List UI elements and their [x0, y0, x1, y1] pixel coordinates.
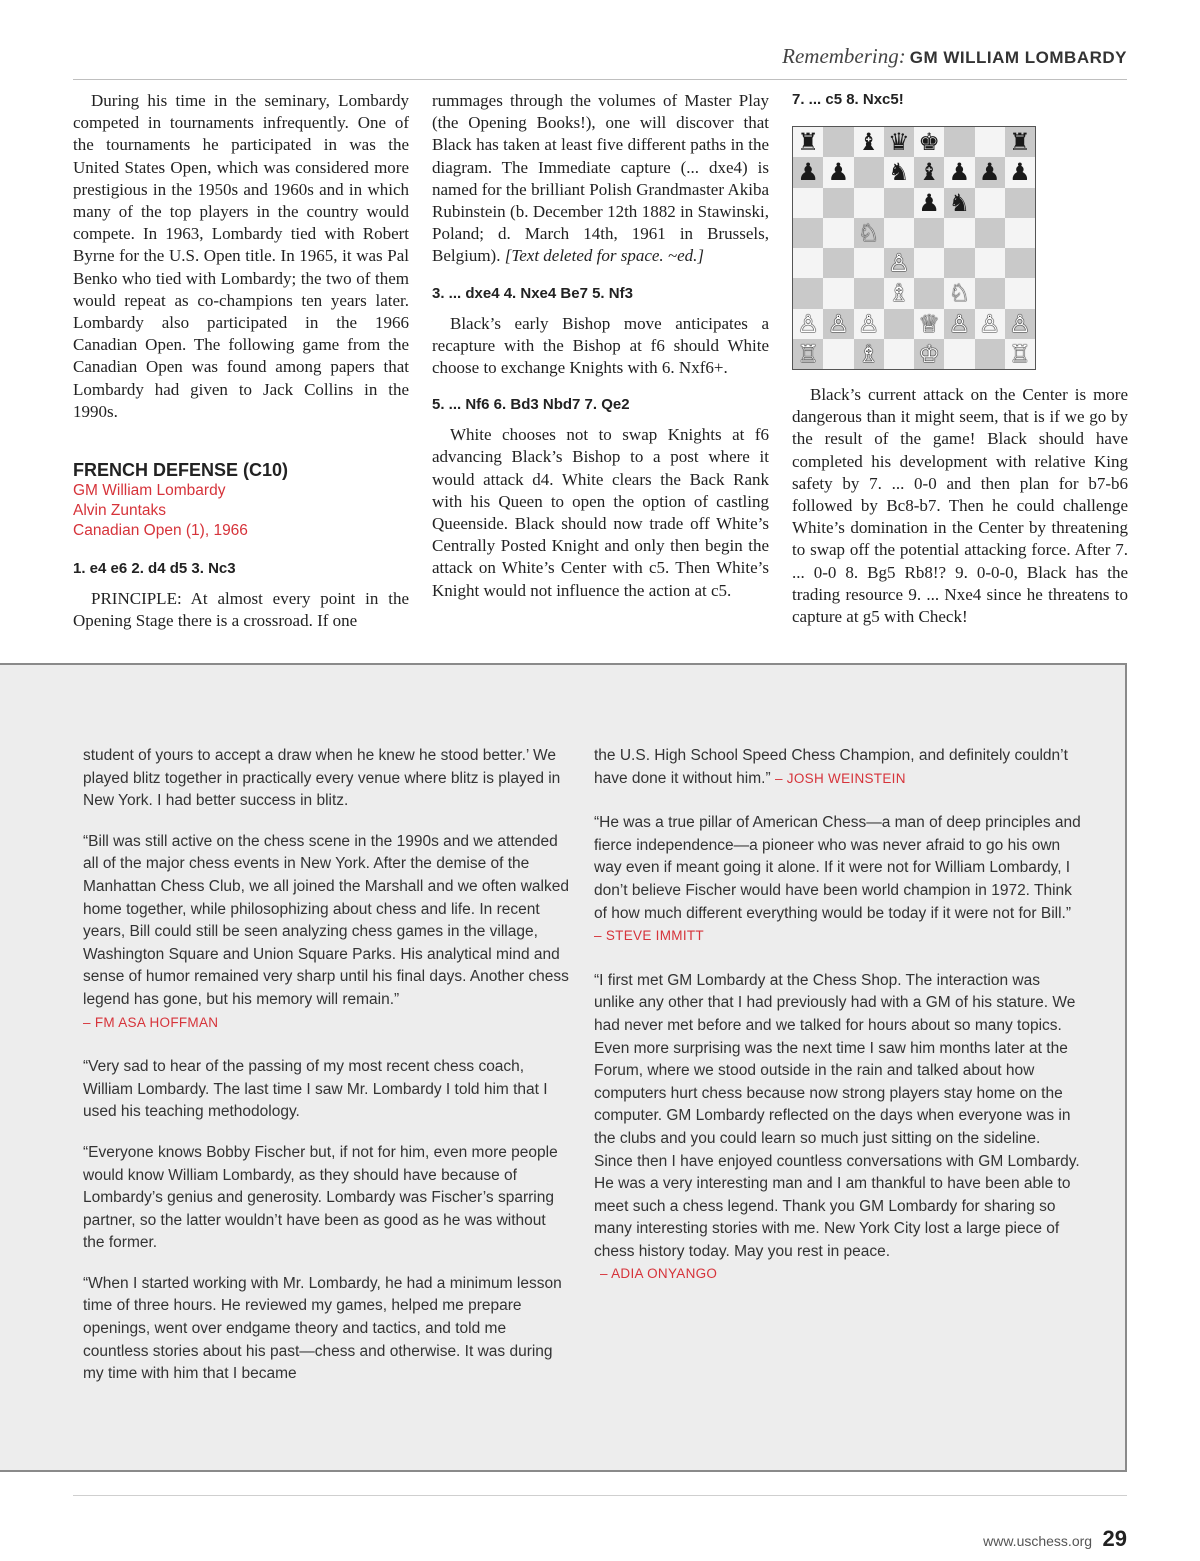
board-square — [944, 309, 974, 339]
tribute: “Very sad to hear of the passing of my most recent chess coach, William Lombardy. The last time I saw Mr. Lombardy I told him that I used his teaching methodology. — [83, 1058, 548, 1121]
board-square — [823, 218, 853, 248]
paragraph-text: rummages through the volumes of Master Play (the Opening Books!), one will discover that Black has taken at least five different paths in the diagram. The Immediate capture (... dxe4) is named for the brilliant Polish Grandmaster Akiba Rubinstein (b. December 12th 1882 in Stawinski, Poland; d. March 14th, 1961 in Brussels, Belgium). — [432, 91, 769, 266]
paragraph: PRINCIPLE: At almost every point in the Opening Stage there is a crossroad. If one — [73, 589, 409, 631]
page-header — [73, 44, 1127, 80]
board-square — [944, 218, 974, 248]
event-name: Canadian Open (1), 1966 — [73, 522, 248, 540]
website-link[interactable]: www.uschess.org — [983, 1533, 1093, 1549]
board-square — [884, 157, 914, 187]
paragraph: Black’s current attack on the Center is more dangerous than it might seem, that is if we go by the result of the game! Black should have completed his development with relative King safety by 7. ... 0-0 and then plan for b7-b6 followed by Bc8-b7. Then he could challenge White’s domination in the Center by threatening to swap off the potential attacking force. After 7. ... 0-0 8. Bg5 Rb8!? 9. 0-0-0, Black has the trading resource 9. ... Nxe4 since he threatens to capture at g5 with Check! — [792, 385, 1128, 627]
board-square — [975, 339, 1005, 369]
board-square — [823, 188, 853, 218]
board-square — [823, 127, 853, 157]
board-square — [793, 248, 823, 278]
board-square — [823, 309, 853, 339]
board-square — [914, 188, 944, 218]
move-heading: 7. ... c5 8. Nxc5! — [792, 91, 904, 108]
board-square — [884, 339, 914, 369]
board-square — [944, 127, 974, 157]
page-footer — [983, 1526, 1127, 1552]
board-square — [793, 309, 823, 339]
black-piece: ♟ — [1009, 158, 1031, 187]
board-square — [884, 188, 914, 218]
board-square — [884, 309, 914, 339]
tribute-attribution: – ADIA ONYANGO — [600, 1266, 718, 1282]
black-piece: ♝ — [918, 158, 940, 187]
white-piece: ♖ — [1009, 339, 1031, 368]
board-square — [975, 188, 1005, 218]
tribute-text: “I first met GM Lombardy at the Chess Shop. The interaction was unlike any other that I had previously had with a GM of his stature. We had never met before and we talked for hours about so many topics. Even more surprising was the next time I saw him months later at the Forum, where we stood outside in the rain and talked about how computers hurt chess because now strong players stay home on the computer. GM Lombardy reflected on the days when everyone was in the clubs and you could learn so much just sitting on the sideline. Since then I have enjoyed countless conversations with GM Lombardy. He was a very interesting man and I am thankful to have been able to meet such a chess legend. Thank you GM Lombardy for sharing so many interesting stories with me. New York City lost a large piece of chess history today. May you rest in peace. — [594, 971, 1080, 1260]
board-square — [914, 157, 944, 187]
white-piece: ♙ — [888, 249, 910, 278]
board-square — [854, 218, 884, 248]
move-heading: 3. ... dxe4 4. Nxe4 Be7 5. Nf3 — [432, 284, 633, 302]
board-square — [793, 127, 823, 157]
tribute — [594, 970, 1081, 1286]
black-piece: ♟ — [797, 158, 819, 187]
tributes-column-left — [83, 745, 570, 1404]
white-piece: ♙ — [797, 309, 819, 338]
editor-note: [Text deleted for space. ~ed.] — [504, 246, 705, 266]
board-square — [975, 157, 1005, 187]
board-square — [884, 218, 914, 248]
tribute: “Everyone knows Bobby Fischer but, if not for him, even more people would know William Lombardy, as they should have because of Lombardy’s genius and generosity. Lombardy was Fischer’s sparring partner, so the latter wouldn’t have been as good as he was without the former. — [83, 1143, 558, 1252]
board-square — [793, 278, 823, 308]
paragraph: During his time in the seminary, Lombardy competed in tournaments infrequently. One of the tournaments he participated in was the United States Open, which was considered more prestigious in the 1950s and 1960s and in which many of the top players in the country would compete. In 1963, Lombardy tied with Robert Byrne for the U.S. Open title. In 1965, it was Pal Benko who tied with Lombardy; the two of them would repeat as co-champions ten years later. Lombardy also participated in the 1966 Canadian Open. The following game from the Canadian Open was found among papers that Lombardy had given to Jack Collins in the 1990s. — [73, 91, 409, 421]
header-subject: GM WILLIAM LOMBARDY — [909, 48, 1127, 67]
board-square — [975, 278, 1005, 308]
article-column-1 — [73, 90, 409, 632]
tribute-attribution: – STEVE IMMITT — [594, 928, 704, 944]
board-square — [854, 309, 884, 339]
board-square — [1005, 248, 1035, 278]
board-square — [944, 157, 974, 187]
tributes-column-right — [594, 745, 1081, 1304]
board-square — [823, 339, 853, 369]
move-heading: 1. e4 e6 2. d4 d5 3. Nc3 — [73, 560, 236, 578]
page-number: 29 — [1102, 1526, 1127, 1551]
board-square — [884, 248, 914, 278]
article-column-3 — [792, 90, 1128, 120]
board-square — [854, 188, 884, 218]
black-piece: ♜ — [1009, 128, 1031, 157]
board-square — [823, 248, 853, 278]
white-piece: ♙ — [857, 309, 880, 338]
black-piece: ♞ — [888, 158, 910, 187]
paragraph: Black’s early Bishop move anticipates a recapture with the Bishop at f6 should White choose to exchange Knights with 6. Nxf6+. — [432, 313, 769, 378]
board-square — [884, 278, 914, 308]
board-square — [914, 309, 944, 339]
white-piece: ♕ — [918, 309, 940, 338]
move-heading: 5. ... Nf6 6. Bd3 Nbd7 7. Qe2 — [432, 396, 630, 414]
black-piece: ♟ — [827, 158, 850, 187]
board-square — [914, 248, 944, 278]
black-piece: ♞ — [948, 188, 971, 217]
black-piece: ♟ — [978, 158, 1001, 187]
header-series: Remembering: — [782, 44, 906, 68]
board-square — [1005, 218, 1035, 248]
board-square — [975, 127, 1005, 157]
tribute-text: “Bill was still active on the chess scene in the 1990s and we attended all of the major chess events in New York. After the demise of the Manhattan Chess Club, we all joined the Marshall and we often walked home together, while philosophizing about chess and life. In recent years, Bill could still be seen analyzing chess games in the village, Washington Square and Union Square Parks. His analytical mind and sense of humor remained very sharp until his final days. Another chess legend has gone, but his memory will remain.” — [83, 832, 569, 1008]
board-square — [884, 127, 914, 157]
board-square — [1005, 339, 1035, 369]
board-square — [975, 309, 1005, 339]
white-piece: ♙ — [827, 309, 850, 338]
white-piece: ♘ — [857, 218, 880, 247]
tribute-attribution: – FM ASA HOFFMAN — [83, 1014, 219, 1030]
board-square — [823, 157, 853, 187]
board-square — [914, 278, 944, 308]
footer-divider — [73, 1495, 1127, 1496]
tribute: “When I started working with Mr. Lombardy, he had a minimum lesson time of three hours. He reviewed my games, helped me prepare openings, went over endgame theory and tactics, and told me countless stories about his past—chess and otherwise. It was during my time with him that I became — [83, 1274, 562, 1383]
white-piece: ♗ — [857, 339, 880, 368]
board-square — [944, 188, 974, 218]
tribute-attribution: – JOSH WEINSTEIN — [774, 770, 906, 786]
paragraph: White chooses not to swap Knights at f6 advancing Black’s Bishop to a post where it would attack d4. White clears the Back Rank with his Queen to open the option of castling Queenside. Black should now trade off White’s Centrally Posted Knight and only then begin the attack on White’s Center with c5. Then White’s Knight would not influence the action at c5. — [432, 425, 769, 600]
tribute-text: “He was a true pillar of American Chess—a man of deep principles and fierce independence—a pioneer who was never afraid to go his own way even if meant going it alone. If it were not for William Lombardy, I don’t believe Fischer would have been world champion in 1972. Think of how much different everything would be today if it were not for Bill.” — [594, 814, 1081, 922]
board-square — [854, 127, 884, 157]
white-piece: ♙ — [1009, 309, 1031, 338]
black-piece: ♝ — [857, 128, 880, 157]
white-player: GM William Lombardy — [73, 482, 226, 500]
tribute — [83, 831, 570, 1034]
board-square — [944, 278, 974, 308]
board-square — [1005, 188, 1035, 218]
tribute: student of yours to accept a draw when he knew he stood better.’ We played blitz together in practically every venue where blitz is played in New York. I had better success in blitz. — [83, 747, 561, 810]
board-square — [914, 339, 944, 369]
board-square — [854, 157, 884, 187]
black-piece: ♛ — [888, 128, 910, 157]
board-square — [1005, 127, 1035, 157]
tribute-text: the U.S. High School Speed Chess Champion, and definitely couldn’t have done it without him.” — [594, 747, 1068, 787]
black-piece: ♚ — [918, 128, 940, 157]
board-square — [823, 278, 853, 308]
board-square — [944, 248, 974, 278]
black-player: Alvin Zuntaks — [73, 502, 167, 520]
board-square — [1005, 157, 1035, 187]
board-square — [793, 339, 823, 369]
article-column-2 — [432, 90, 769, 602]
white-piece: ♙ — [948, 309, 971, 338]
paragraph — [432, 90, 769, 268]
tribute — [594, 745, 1081, 790]
white-piece: ♔ — [918, 339, 940, 368]
white-piece: ♖ — [797, 339, 819, 368]
board-square — [1005, 309, 1035, 339]
article-column-3-text — [792, 384, 1128, 628]
board-square — [793, 157, 823, 187]
tribute — [594, 812, 1081, 948]
white-piece: ♘ — [948, 279, 971, 308]
board-square — [944, 339, 974, 369]
board-square — [914, 127, 944, 157]
white-piece: ♙ — [978, 309, 1001, 338]
board-square — [975, 218, 1005, 248]
board-square — [793, 218, 823, 248]
chessboard — [793, 127, 1035, 369]
board-square — [1005, 278, 1035, 308]
black-piece: ♟ — [918, 188, 940, 217]
board-square — [793, 188, 823, 218]
board-square — [854, 278, 884, 308]
white-piece: ♗ — [888, 279, 910, 308]
black-piece: ♟ — [948, 158, 971, 187]
chess-diagram — [792, 126, 1036, 370]
board-square — [854, 339, 884, 369]
board-square — [975, 248, 1005, 278]
opening-title: FRENCH DEFENSE (C10) — [73, 460, 289, 481]
black-piece: ♜ — [797, 128, 819, 157]
board-square — [914, 218, 944, 248]
board-square — [854, 248, 884, 278]
